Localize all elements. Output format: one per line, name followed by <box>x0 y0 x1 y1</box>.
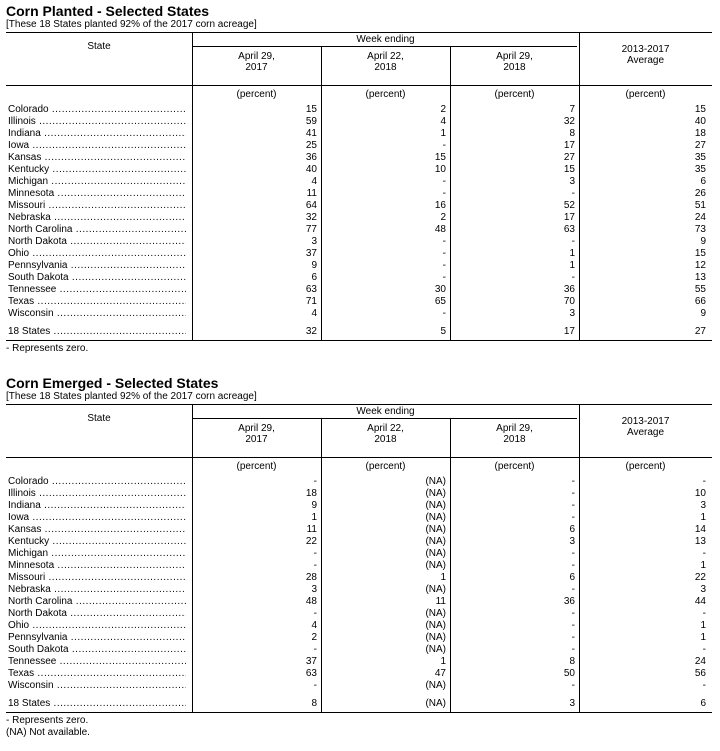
value-cell: (NA) <box>425 500 446 511</box>
table-row <box>6 644 712 656</box>
value-cell: - <box>571 644 575 655</box>
table-row <box>6 620 712 632</box>
state-name: Missouri ..... <box>8 200 186 212</box>
table-title: Corn Emerged - Selected States <box>6 375 219 391</box>
header-date: April 29, <box>238 423 275 434</box>
data-table <box>6 32 712 341</box>
value-cell: 22 <box>305 536 317 547</box>
value-cell: 3 <box>311 236 317 247</box>
header-date: April 22, <box>367 51 404 62</box>
header-year: 2018 <box>374 434 397 445</box>
header-date: April 29, <box>238 51 275 62</box>
header-average-years: 2013-2017 <box>621 44 670 55</box>
table-title: Corn Planted - Selected States <box>6 3 210 19</box>
value-cell: 63 <box>305 668 317 679</box>
value-cell: 3 <box>569 308 575 319</box>
footnote: - Represents zero. <box>6 343 89 354</box>
value-cell: (NA) <box>425 560 446 571</box>
state-name: Indiana ..... <box>8 128 186 140</box>
value-cell: 1 <box>440 656 446 667</box>
table-row <box>6 212 712 224</box>
table-row <box>6 236 712 248</box>
table-row <box>6 560 712 572</box>
value-cell: 9 <box>700 308 706 319</box>
table-row <box>6 140 712 152</box>
value-cell: 15 <box>563 164 575 175</box>
total-row <box>6 326 712 338</box>
value-cell: 50 <box>563 668 575 679</box>
value-cell: 15 <box>305 104 317 115</box>
value-cell: 6 <box>700 698 706 709</box>
value-cell: (NA) <box>425 536 446 547</box>
unit-label: (percent) <box>494 461 535 472</box>
unit-label: (percent) <box>625 461 666 472</box>
value-cell: 15 <box>694 104 706 115</box>
value-cell: 27 <box>563 152 575 163</box>
value-cell: 37 <box>305 248 317 259</box>
table-row <box>6 524 712 536</box>
value-cell: 11 <box>435 596 446 607</box>
header-col2 <box>321 51 450 73</box>
state-name: Illinois ..... <box>8 116 186 128</box>
value-cell: 40 <box>694 116 706 127</box>
header-week-ending: Week ending <box>356 34 415 45</box>
value-cell: 32 <box>563 116 575 127</box>
value-cell: - <box>442 248 446 259</box>
value-cell: - <box>571 500 575 511</box>
value-cell: 18 <box>694 128 706 139</box>
value-cell: - <box>442 176 446 187</box>
value-cell: 32 <box>305 212 317 223</box>
value-cell: 1 <box>569 248 575 259</box>
data-table <box>6 404 712 713</box>
state-name: Minnesota ..... <box>8 560 186 572</box>
header-average-label: Average <box>626 55 665 66</box>
value-cell: 55 <box>694 284 706 295</box>
value-cell: - <box>313 644 317 655</box>
value-cell: 6 <box>700 176 706 187</box>
value-cell: 52 <box>563 200 575 211</box>
value-cell: 15 <box>694 248 706 259</box>
value-cell: - <box>313 560 317 571</box>
value-cell: 17 <box>563 212 575 223</box>
value-cell: 1 <box>569 260 575 271</box>
table-row <box>6 248 712 260</box>
state-name: Colorado ..... <box>8 476 186 488</box>
value-cell: (NA) <box>425 548 446 559</box>
state-name: North Dakota ..... <box>8 236 186 248</box>
table-row <box>6 152 712 164</box>
header-col1 <box>192 423 321 445</box>
table-row <box>6 596 712 608</box>
state-name: Minnesota ..... <box>8 188 186 200</box>
value-cell: 6 <box>569 572 575 583</box>
table-row <box>6 584 712 596</box>
value-cell: (NA) <box>425 698 446 709</box>
state-name: Iowa ..... <box>8 512 186 524</box>
state-name: Michigan ..... <box>8 176 186 188</box>
unit-label: (percent) <box>625 89 666 100</box>
value-cell: 40 <box>305 164 317 175</box>
state-name: South Dakota ..... <box>8 644 186 656</box>
header-date: April 29, <box>496 423 533 434</box>
value-cell: 13 <box>694 272 706 283</box>
table-row <box>6 104 712 116</box>
value-cell: 48 <box>434 224 446 235</box>
value-cell: 26 <box>694 188 706 199</box>
value-cell: 16 <box>434 200 446 211</box>
table-row <box>6 188 712 200</box>
value-cell: 8 <box>569 656 575 667</box>
value-cell: 4 <box>311 620 317 631</box>
state-name: Colorado ..... <box>8 104 186 116</box>
value-cell: - <box>442 260 446 271</box>
value-cell: - <box>571 236 575 247</box>
state-name: Ohio ..... <box>8 620 186 632</box>
value-cell: (NA) <box>425 620 446 631</box>
value-cell: - <box>442 140 446 151</box>
table-row <box>6 632 712 644</box>
header-col1 <box>192 51 321 73</box>
value-cell: 30 <box>434 284 446 295</box>
value-cell: 14 <box>694 524 706 535</box>
value-cell: - <box>702 476 706 487</box>
value-cell: - <box>571 272 575 283</box>
table-row <box>6 176 712 188</box>
table-row <box>6 260 712 272</box>
table-row <box>6 476 712 488</box>
state-name: Wisconsin ..... <box>8 308 186 320</box>
state-name: Indiana ..... <box>8 500 186 512</box>
value-cell: 22 <box>694 572 706 583</box>
header-state: State <box>87 41 111 52</box>
value-cell: - <box>571 548 575 559</box>
value-cell: 27 <box>694 140 706 151</box>
value-cell: 2 <box>311 632 317 643</box>
table-row <box>6 500 712 512</box>
header-date: April 29, <box>496 51 533 62</box>
value-cell: (NA) <box>425 476 446 487</box>
value-cell: 41 <box>305 128 317 139</box>
value-cell: 77 <box>305 224 317 235</box>
table-header <box>6 405 712 458</box>
table-row <box>6 164 712 176</box>
value-cell: 32 <box>305 326 317 337</box>
value-cell: 1 <box>700 620 706 631</box>
unit-label: (percent) <box>365 89 406 100</box>
value-cell: - <box>571 632 575 643</box>
table-subtitle: [These 18 States planted 92% of the 2017 corn acreage] <box>6 19 257 30</box>
value-cell: - <box>571 512 575 523</box>
value-cell: - <box>313 680 317 691</box>
value-cell: 4 <box>311 176 317 187</box>
value-cell: 1 <box>311 512 317 523</box>
value-cell: (NA) <box>425 632 446 643</box>
value-cell: 35 <box>694 152 706 163</box>
value-cell: 8 <box>311 698 317 709</box>
table-row <box>6 200 712 212</box>
state-name: Tennessee ..... <box>8 284 186 296</box>
value-cell: 11 <box>306 188 317 199</box>
state-name: Texas ..... <box>8 296 186 308</box>
value-cell: - <box>571 608 575 619</box>
state-name: Nebraska ..... <box>8 212 186 224</box>
value-cell: 2 <box>440 212 446 223</box>
header-week-ending: Week ending <box>356 406 415 417</box>
value-cell: - <box>571 488 575 499</box>
value-cell: - <box>571 620 575 631</box>
value-cell: - <box>442 188 446 199</box>
state-name: North Dakota ..... <box>8 608 186 620</box>
unit-label: (percent) <box>236 89 277 100</box>
value-cell: - <box>442 272 446 283</box>
state-name: Wisconsin ..... <box>8 680 186 692</box>
value-cell: 13 <box>694 536 706 547</box>
total-row <box>6 698 712 710</box>
table-row <box>6 284 712 296</box>
table-row <box>6 224 712 236</box>
table-row <box>6 680 712 692</box>
value-cell: 9 <box>700 236 706 247</box>
units-row <box>6 86 712 102</box>
value-cell: 24 <box>694 656 706 667</box>
value-cell: 3 <box>311 584 317 595</box>
value-cell: - <box>313 548 317 559</box>
value-cell: - <box>442 236 446 247</box>
header-average-years: 2013-2017 <box>621 416 670 427</box>
state-name: Pennsylvania ..... <box>8 632 186 644</box>
value-cell: - <box>571 560 575 571</box>
table-body <box>6 86 712 340</box>
value-cell: 1 <box>700 632 706 643</box>
value-cell: 71 <box>305 296 317 307</box>
table-header <box>6 33 712 86</box>
value-cell: 70 <box>563 296 575 307</box>
header-state: State <box>87 413 111 424</box>
state-name: Kansas ..... <box>8 152 186 164</box>
value-cell: 7 <box>569 104 575 115</box>
value-cell: 48 <box>305 596 317 607</box>
value-cell: (NA) <box>425 644 446 655</box>
value-cell: 17 <box>563 326 575 337</box>
value-cell: 12 <box>694 260 706 271</box>
value-cell: 9 <box>311 500 317 511</box>
value-cell: - <box>702 608 706 619</box>
value-cell: 36 <box>563 284 575 295</box>
header-average <box>579 416 712 438</box>
value-cell: - <box>571 680 575 691</box>
table-row <box>6 488 712 500</box>
table-row <box>6 512 712 524</box>
value-cell: 36 <box>305 152 317 163</box>
state-name: Iowa ..... <box>8 140 186 152</box>
state-name: Michigan ..... <box>8 548 186 560</box>
header-average-label: Average <box>626 427 665 438</box>
state-name: Nebraska ..... <box>8 584 186 596</box>
value-cell: 1 <box>440 128 446 139</box>
value-cell: - <box>702 548 706 559</box>
header-year: 2017 <box>245 62 268 73</box>
header-col3 <box>450 51 579 73</box>
value-cell: 63 <box>305 284 317 295</box>
value-cell: 3 <box>569 536 575 547</box>
value-cell: 37 <box>305 656 317 667</box>
header-year: 2017 <box>245 434 268 445</box>
value-cell: - <box>442 308 446 319</box>
value-cell: 25 <box>305 140 317 151</box>
table-row <box>6 656 712 668</box>
table-body <box>6 458 712 712</box>
table-row <box>6 296 712 308</box>
value-cell: (NA) <box>425 608 446 619</box>
table-subtitle: [These 18 States planted 92% of the 2017 corn acreage] <box>6 391 257 402</box>
state-name: North Carolina ..... <box>8 224 186 236</box>
value-cell: 1 <box>700 560 706 571</box>
unit-label: (percent) <box>494 89 535 100</box>
state-name: Tennessee ..... <box>8 656 186 668</box>
header-year: 2018 <box>503 434 526 445</box>
table-row <box>6 536 712 548</box>
value-cell: - <box>313 476 317 487</box>
value-cell: 66 <box>694 296 706 307</box>
value-cell: 4 <box>311 308 317 319</box>
value-cell: 17 <box>563 140 575 151</box>
table-row <box>6 548 712 560</box>
header-year: 2018 <box>503 62 526 73</box>
state-name: South Dakota ..... <box>8 272 186 284</box>
table-row <box>6 608 712 620</box>
value-cell: 35 <box>694 164 706 175</box>
value-cell: 56 <box>694 668 706 679</box>
state-name: Illinois ..... <box>8 488 186 500</box>
value-cell: 65 <box>434 296 446 307</box>
value-cell: 1 <box>700 512 706 523</box>
state-name: Kentucky ..... <box>8 164 186 176</box>
state-name: Texas ..... <box>8 668 186 680</box>
value-cell: (NA) <box>425 680 446 691</box>
header-date: April 22, <box>367 423 404 434</box>
value-cell: 73 <box>694 224 706 235</box>
header-average <box>579 44 712 66</box>
value-cell: 44 <box>694 596 706 607</box>
value-cell: (NA) <box>425 524 446 535</box>
footnote: (NA) Not available. <box>6 727 90 738</box>
value-cell: - <box>571 584 575 595</box>
value-cell: 64 <box>305 200 317 211</box>
unit-label: (percent) <box>365 461 406 472</box>
table-section-planted <box>6 3 712 355</box>
state-name: Kentucky ..... <box>8 536 186 548</box>
value-cell: 3 <box>569 698 575 709</box>
value-cell: 3 <box>569 176 575 187</box>
table-row <box>6 668 712 680</box>
value-cell: 18 <box>305 488 317 499</box>
value-cell: 6 <box>311 272 317 283</box>
value-cell: 9 <box>311 260 317 271</box>
value-cell: 4 <box>440 116 446 127</box>
value-cell: (NA) <box>425 488 446 499</box>
value-cell: 6 <box>569 524 575 535</box>
value-cell: 15 <box>434 152 446 163</box>
table-row <box>6 572 712 584</box>
value-cell: 2 <box>440 104 446 115</box>
value-cell: 10 <box>694 488 706 499</box>
value-cell: 59 <box>305 116 317 127</box>
value-cell: (NA) <box>425 512 446 523</box>
value-cell: 8 <box>569 128 575 139</box>
unit-label: (percent) <box>236 461 277 472</box>
value-cell: 11 <box>306 524 317 535</box>
value-cell: 5 <box>440 326 446 337</box>
state-name: 18 States ..... <box>8 326 186 338</box>
value-cell: - <box>702 644 706 655</box>
state-name: Pennsylvania ..... <box>8 260 186 272</box>
value-cell: - <box>313 608 317 619</box>
header-col2 <box>321 423 450 445</box>
value-cell: 3 <box>700 584 706 595</box>
state-name: 18 States ..... <box>8 698 186 710</box>
value-cell: 1 <box>440 572 446 583</box>
value-cell: 63 <box>563 224 575 235</box>
value-cell: 47 <box>434 668 446 679</box>
table-row <box>6 116 712 128</box>
value-cell: - <box>702 680 706 691</box>
table-row <box>6 128 712 140</box>
units-row <box>6 458 712 474</box>
value-cell: 10 <box>434 164 446 175</box>
value-cell: (NA) <box>425 584 446 595</box>
header-col3 <box>450 423 579 445</box>
table-row <box>6 308 712 320</box>
value-cell: 27 <box>694 326 706 337</box>
table-row <box>6 272 712 284</box>
value-cell: 24 <box>694 212 706 223</box>
value-cell: 3 <box>700 500 706 511</box>
footnote: - Represents zero. <box>6 715 89 726</box>
value-cell: - <box>571 476 575 487</box>
header-year: 2018 <box>374 62 397 73</box>
value-cell: 28 <box>305 572 317 583</box>
value-cell: 51 <box>694 200 706 211</box>
state-name: North Carolina ..... <box>8 596 186 608</box>
state-name: Missouri ..... <box>8 572 186 584</box>
value-cell: 36 <box>563 596 575 607</box>
table-section-emerged <box>6 375 712 739</box>
state-name: Ohio ..... <box>8 248 186 260</box>
state-name: Kansas ..... <box>8 524 186 536</box>
value-cell: - <box>571 188 575 199</box>
